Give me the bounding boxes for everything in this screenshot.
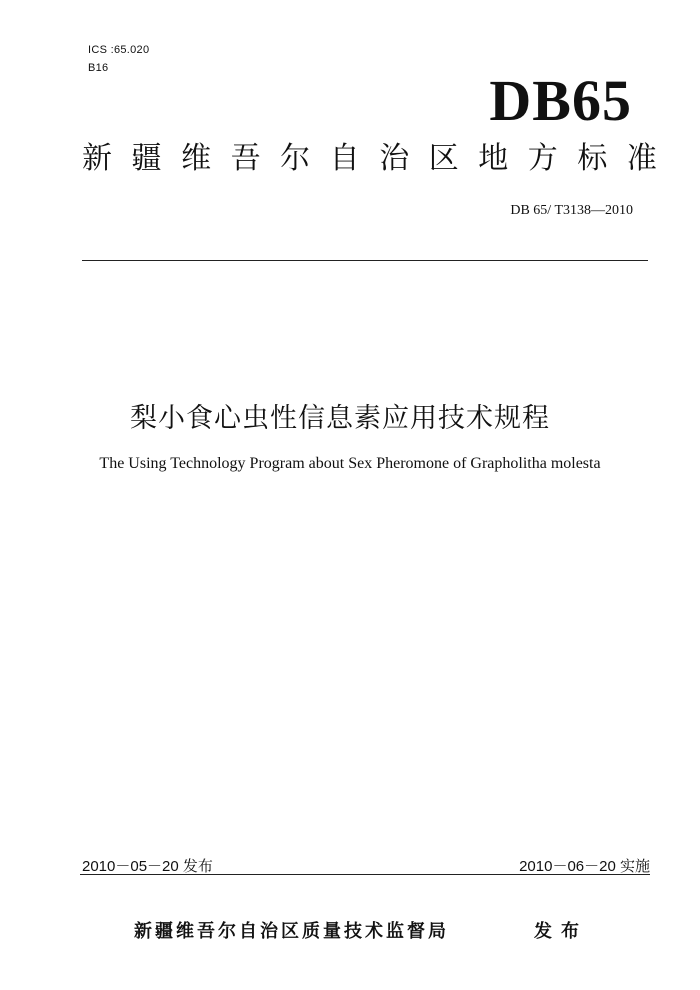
issuing-authority: 新疆维吾尔自治区质量技术监督局 [134, 921, 449, 942]
standard-code-logo: DB65 [489, 68, 632, 133]
ccs-code: B16 [88, 62, 109, 74]
document-title-chinese: 梨小食心虫性信息素应用技术规程 [130, 403, 550, 434]
standard-type-char: 区 [428, 141, 459, 176]
standard-type-char: 标 [577, 141, 608, 176]
ics-code: ICS :65.020 [88, 44, 150, 56]
standard-type-char: 治 [379, 141, 410, 176]
footer-divider [80, 874, 650, 875]
standard-type-char: 准 [626, 141, 657, 176]
standard-number: DB 65/ T3138—2010 [510, 203, 633, 218]
standard-type-char: 疆 [131, 141, 162, 176]
standard-type-heading [82, 141, 657, 176]
standard-type-char: 新 [82, 141, 112, 176]
standard-type-char: 维 [181, 141, 212, 176]
standard-type-char: 自 [329, 141, 360, 176]
standard-type-char: 方 [527, 141, 558, 176]
issue-date: 2010－05－20 发布 [82, 858, 213, 875]
standard-type-char: 地 [478, 141, 509, 176]
standard-type-char: 吾 [230, 141, 261, 176]
header-divider [82, 260, 648, 261]
implementation-date: 2010－06－20 实施 [519, 858, 650, 875]
issuing-action: 发布 [534, 921, 588, 942]
standard-type-char: 尔 [280, 141, 311, 176]
document-title-english: The Using Technology Program about Sex Pheromone of Grapholitha molesta [99, 455, 601, 472]
